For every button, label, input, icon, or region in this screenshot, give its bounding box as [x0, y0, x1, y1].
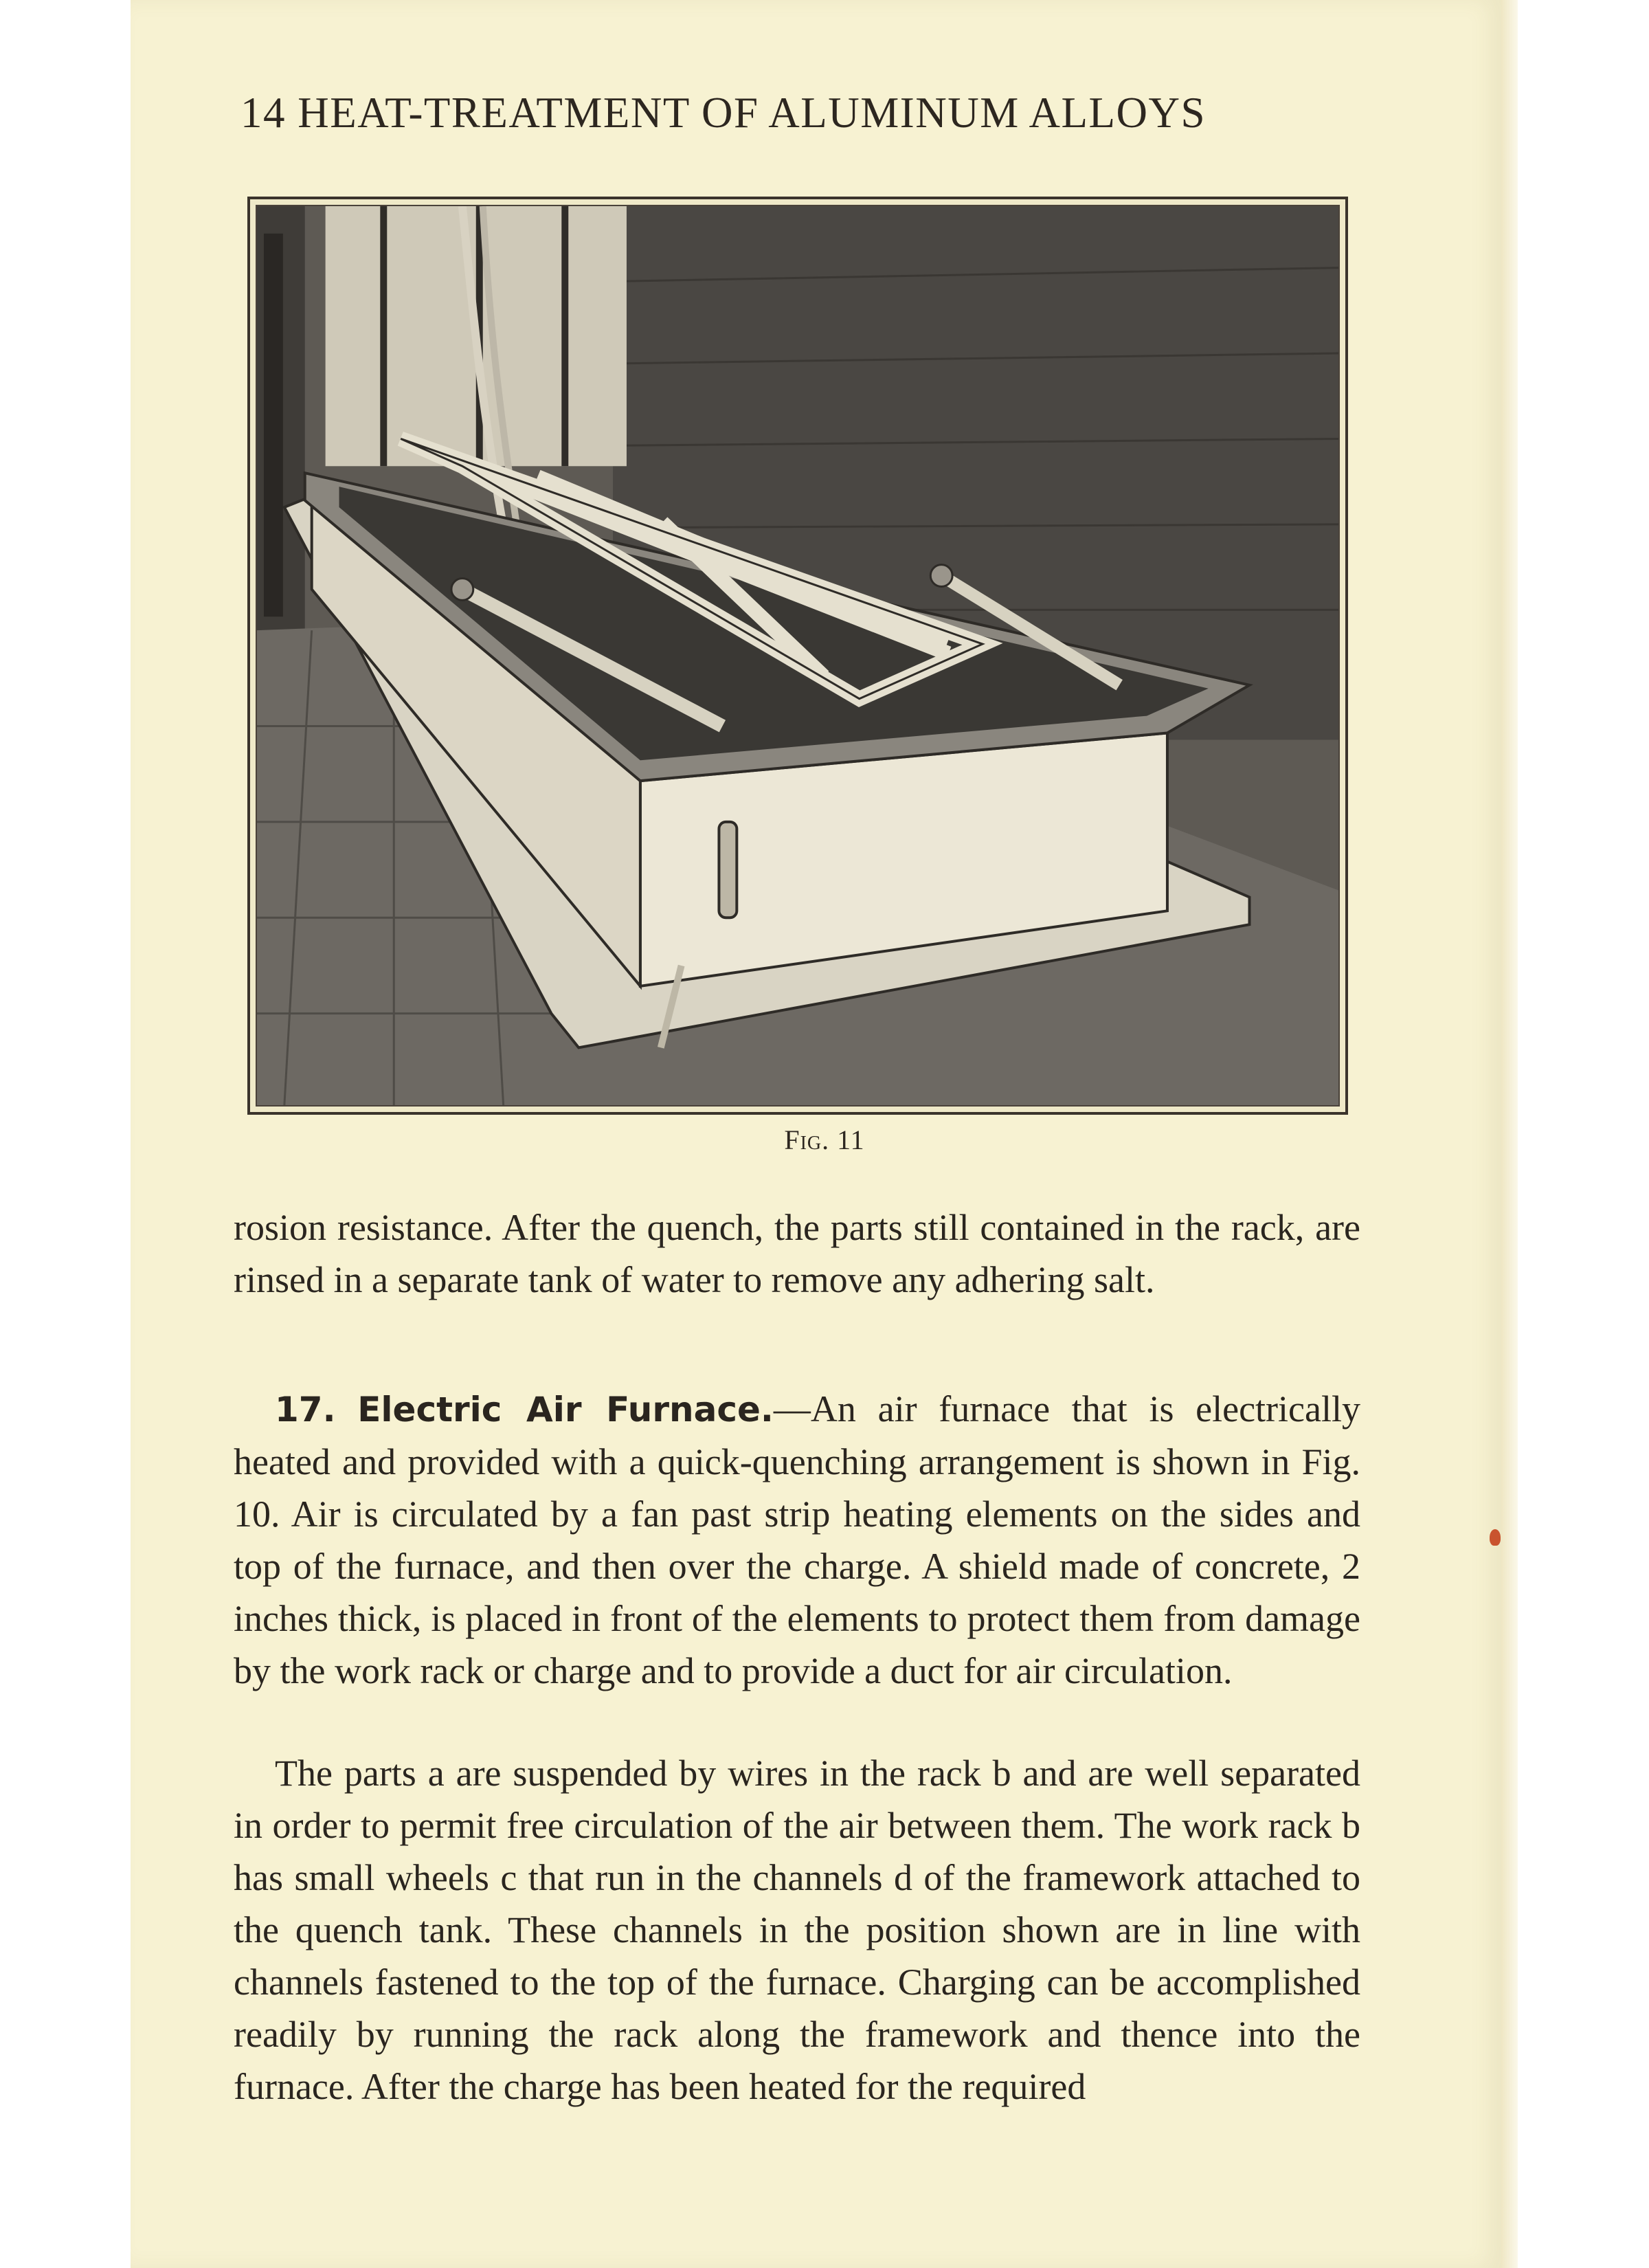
paragraph-1: rosion resistance. After the quench, the parts still contained in the rack, are rinsed in a separate tank of water to remove any adhering salt. — [234, 1207, 1360, 1300]
figure-photo — [256, 205, 1340, 1107]
paragraph-17 — [234, 1383, 1360, 1697]
running-title: HEAT-TREATMENT OF ALUMINUM ALLOYS — [298, 89, 1207, 137]
figure-photo-frame — [247, 197, 1348, 1115]
figure-caption — [0, 1124, 1649, 1156]
section-number: 17. — [275, 1390, 336, 1430]
quench-tank-photo — [257, 206, 1338, 1105]
figure-caption-number: 11 — [837, 1124, 865, 1155]
paragraph-3: The parts a are suspended by wires in the rack b and are well separated in order to permit free circulation of the air between them. The work rack b has small wheels c that run in the channels d of the framework attached to the quench tank. These channels in the position shown are in line with channels fastened to the top of the furnace. Charging can be accomplished readily by running the rack along the framework and thence into the furnace. After the charge has been heated for the required — [234, 1753, 1360, 2107]
section-text: —An air furnace that is electrically heated and provided with a quick-quenching arrangement is shown in Fig. 10. Air is circulated by a fan past strip heating elements on the sides and top of the furnace, and then over the charge. A shield made of concrete, 2 inches thick, is placed in front of the elements to protect them from damage by the work rack or charge and to provide a duct for air circulation. — [234, 1388, 1360, 1691]
figure-caption-prefix: Fig. — [784, 1124, 830, 1155]
page-number: 14 — [240, 89, 286, 137]
section-title: Electric Air Furnace. — [357, 1390, 774, 1430]
ink-mark — [1490, 1529, 1501, 1546]
running-head — [240, 88, 1206, 138]
